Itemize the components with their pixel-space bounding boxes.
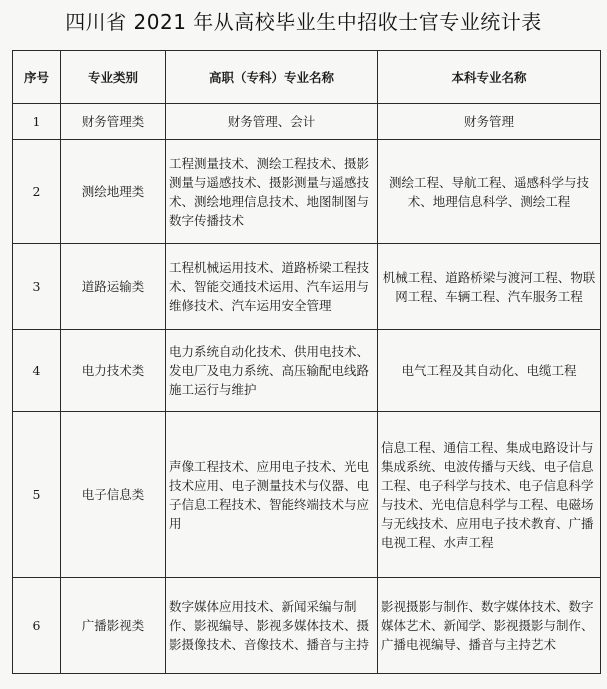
row-category: 广播影视类 [61,578,166,674]
major-statistics-table [12,50,601,674]
table-row [13,330,601,412]
row-vocational: 电力系统自动化技术、供用电技术、发电厂及电力系统、高压输配电线路施工运行与维护 [166,330,378,412]
table-row [13,412,601,578]
row-no: 5 [13,412,61,578]
row-no: 1 [13,104,61,140]
row-bachelor: 电气工程及其自动化、电缆工程 [378,330,601,412]
header-vocational: 高职（专科）专业名称 [166,51,378,104]
row-category: 电力技术类 [61,330,166,412]
row-vocational: 数字媒体应用技术、新闻采编与制作、影视编导、影视多媒体技术、摄影摄像技术、音像技术、播音与主持 [166,578,378,674]
table-row [13,140,601,244]
row-vocational: 财务管理、会计 [166,104,378,140]
row-no: 3 [13,244,61,330]
row-no: 4 [13,330,61,412]
table-header-row [13,51,601,104]
row-category: 测绘地理类 [61,140,166,244]
header-no: 序号 [13,51,61,104]
row-category: 道路运输类 [61,244,166,330]
table-row [13,578,601,674]
row-bachelor: 机械工程、道路桥梁与渡河工程、物联网工程、车辆工程、汽车服务工程 [378,244,601,330]
document-title: 四川省 2021 年从高校毕业生中招收士官专业统计表 [65,10,542,34]
row-no: 2 [13,140,61,244]
row-no: 6 [13,578,61,674]
row-category: 财务管理类 [61,104,166,140]
row-category: 电子信息类 [61,412,166,578]
row-bachelor: 信息工程、通信工程、集成电路设计与集成系统、电波传播与天线、电子信息工程、电子科学与技术、电子信息科学与技术、光电信息科学与工程、电磁场与无线技术、应用电子技术教育、广播电视工程、水声工程 [378,412,601,578]
row-bachelor: 测绘工程、导航工程、遥感科学与技术、地理信息科学、测绘工程 [378,140,601,244]
row-bachelor: 影视摄影与制作、数字媒体技术、数字媒体艺术、新闻学、影视摄影与制作、广播电视编导、播音与主持艺术 [378,578,601,674]
row-vocational: 声像工程技术、应用电子技术、光电技术应用、电子测量技术与仪器、电子信息工程技术、智能终端技术与应用 [166,412,378,578]
header-category: 专业类别 [61,51,166,104]
row-vocational: 工程机械运用技术、道路桥梁工程技术、智能交通技术运用、汽车运用与维修技术、汽车运用安全管理 [166,244,378,330]
row-bachelor: 财务管理 [378,104,601,140]
table-row [13,244,601,330]
row-vocational: 工程测量技术、测绘工程技术、摄影测量与遥感技术、摄影测量与遥感技术、测绘地理信息技术、地图制图与数字传播技术 [166,140,378,244]
table-row [13,104,601,140]
header-bachelor: 本科专业名称 [378,51,601,104]
